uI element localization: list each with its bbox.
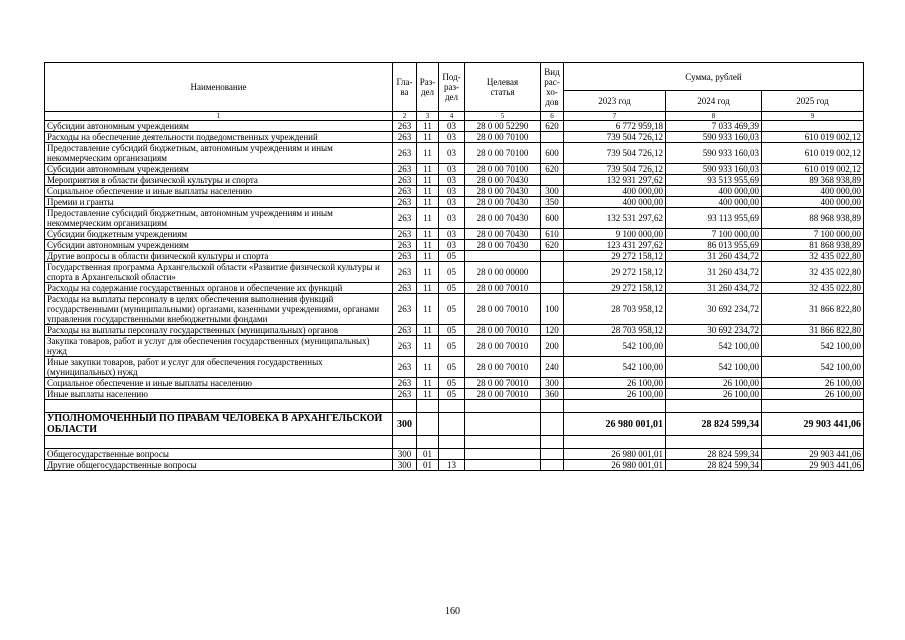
cell-glava: 300 bbox=[393, 460, 417, 471]
table-row bbox=[45, 240, 864, 251]
cell-sum-2024: 590 933 160,03 bbox=[666, 143, 762, 164]
cell-podrazdel: 03 bbox=[439, 132, 465, 143]
cell-glava: 263 bbox=[393, 197, 417, 208]
cell-sum-2023: 29 272 158,12 bbox=[564, 251, 666, 262]
cell-celevaya: 28 0 00 70010 bbox=[465, 336, 541, 357]
cell-celevaya bbox=[465, 413, 541, 436]
cell-vid bbox=[541, 283, 564, 294]
cell-sum-2025: 81 868 938,89 bbox=[762, 240, 864, 251]
cell-sum-2023: 400 000,00 bbox=[564, 186, 666, 197]
cell-glava: 263 bbox=[393, 357, 417, 378]
cell-vid: 620 bbox=[541, 240, 564, 251]
cell-sum-2023: 9 100 000,00 bbox=[564, 229, 666, 240]
cell-glava: 300 bbox=[393, 449, 417, 460]
cell-podrazdel bbox=[439, 413, 465, 436]
cell-name: Социальное обеспечение и иные выплаты населению bbox=[45, 186, 393, 197]
cell-razdel: 11 bbox=[417, 132, 439, 143]
cell-glava: 263 bbox=[393, 121, 417, 132]
empty-cell bbox=[541, 400, 564, 413]
cell-sum-2025: 26 100,00 bbox=[762, 389, 864, 400]
cell-sum-2023: 26 980 001,01 bbox=[564, 449, 666, 460]
cell-name: Общегосударственные вопросы bbox=[45, 449, 393, 460]
cell-sum-2024: 590 933 160,03 bbox=[666, 132, 762, 143]
cell-celevaya: 28 0 00 70430 bbox=[465, 197, 541, 208]
cell-sum-2023: 28 703 958,12 bbox=[564, 325, 666, 336]
cell-sum-2025: 29 903 441,06 bbox=[762, 449, 864, 460]
table-row bbox=[45, 143, 864, 164]
cell-razdel: 11 bbox=[417, 251, 439, 262]
column-number: 7 bbox=[564, 112, 666, 121]
empty-cell bbox=[393, 436, 417, 449]
column-number: 6 bbox=[541, 112, 564, 121]
cell-sum-2024: 26 100,00 bbox=[666, 389, 762, 400]
cell-sum-2023: 29 272 158,12 bbox=[564, 262, 666, 283]
cell-razdel: 11 bbox=[417, 262, 439, 283]
cell-glava: 263 bbox=[393, 325, 417, 336]
cell-sum-2025: 29 903 441,06 bbox=[762, 460, 864, 471]
cell-podrazdel: 05 bbox=[439, 251, 465, 262]
cell-podrazdel: 03 bbox=[439, 208, 465, 229]
cell-glava: 263 bbox=[393, 262, 417, 283]
cell-vid: 300 bbox=[541, 378, 564, 389]
cell-sum-2024: 31 260 434,72 bbox=[666, 283, 762, 294]
cell-podrazdel: 05 bbox=[439, 262, 465, 283]
cell-sum-2025: 400 000,00 bbox=[762, 186, 864, 197]
cell-glava: 263 bbox=[393, 389, 417, 400]
cell-celevaya: 28 0 00 70010 bbox=[465, 325, 541, 336]
cell-podrazdel: 03 bbox=[439, 186, 465, 197]
table-row bbox=[45, 175, 864, 186]
cell-sum-2025: 29 903 441,06 bbox=[762, 413, 864, 436]
cell-sum-2024: 7 033 469,39 bbox=[666, 121, 762, 132]
cell-vid: 350 bbox=[541, 197, 564, 208]
cell-name: Иные выплаты населению bbox=[45, 389, 393, 400]
cell-vid bbox=[541, 460, 564, 471]
cell-name: Государственная программа Архангельской области «Развитие физической культуры и спорта в Архангельской области» bbox=[45, 262, 393, 283]
column-number: 2 bbox=[393, 112, 417, 121]
table-header bbox=[45, 63, 864, 121]
empty-cell bbox=[666, 436, 762, 449]
cell-razdel: 11 bbox=[417, 283, 439, 294]
cell-sum-2024: 542 100,00 bbox=[666, 357, 762, 378]
cell-vid: 600 bbox=[541, 143, 564, 164]
header-celevaya: Целевая статья bbox=[465, 63, 541, 112]
cell-celevaya: 28 0 00 00000 bbox=[465, 262, 541, 283]
empty-cell bbox=[45, 436, 393, 449]
cell-sum-2025: 7 100 000,00 bbox=[762, 229, 864, 240]
cell-razdel: 11 bbox=[417, 208, 439, 229]
cell-name: Другие вопросы в области физической культуры и спорта bbox=[45, 251, 393, 262]
table-row bbox=[45, 132, 864, 143]
cell-sum-2025: 610 019 002,12 bbox=[762, 143, 864, 164]
cell-sum-2023: 26 980 001,01 bbox=[564, 413, 666, 436]
cell-sum-2023: 739 504 726,12 bbox=[564, 164, 666, 175]
cell-name: УПОЛНОМОЧЕННЫЙ ПО ПРАВАМ ЧЕЛОВЕКА В АРХАНГЕЛЬСКОЙ ОБЛАСТИ bbox=[45, 413, 393, 436]
cell-podrazdel: 03 bbox=[439, 164, 465, 175]
cell-vid: 360 bbox=[541, 389, 564, 400]
empty-cell bbox=[465, 400, 541, 413]
cell-celevaya: 28 0 00 70100 bbox=[465, 143, 541, 164]
empty-cell bbox=[762, 436, 864, 449]
cell-podrazdel bbox=[439, 449, 465, 460]
cell-podrazdel: 03 bbox=[439, 121, 465, 132]
cell-vid: 120 bbox=[541, 325, 564, 336]
cell-vid: 300 bbox=[541, 186, 564, 197]
cell-glava: 263 bbox=[393, 143, 417, 164]
cell-name: Социальное обеспечение и иные выплаты населению bbox=[45, 378, 393, 389]
cell-vid: 620 bbox=[541, 121, 564, 132]
cell-razdel: 11 bbox=[417, 175, 439, 186]
cell-sum-2024: 28 824 599,34 bbox=[666, 449, 762, 460]
cell-celevaya: 28 0 00 70430 bbox=[465, 208, 541, 229]
cell-celevaya: 28 0 00 70010 bbox=[465, 294, 541, 325]
cell-sum-2025: 542 100,00 bbox=[762, 336, 864, 357]
table-row bbox=[45, 164, 864, 175]
cell-celevaya: 28 0 00 70010 bbox=[465, 283, 541, 294]
table-row bbox=[45, 294, 864, 325]
cell-podrazdel: 03 bbox=[439, 197, 465, 208]
table-row bbox=[45, 357, 864, 378]
cell-sum-2023: 26 980 001,01 bbox=[564, 460, 666, 471]
cell-sum-2024: 86 013 955,69 bbox=[666, 240, 762, 251]
cell-celevaya: 28 0 00 70430 bbox=[465, 186, 541, 197]
page-number: 160 bbox=[445, 606, 460, 617]
cell-celevaya: 28 0 00 70100 bbox=[465, 132, 541, 143]
cell-razdel: 11 bbox=[417, 143, 439, 164]
cell-glava: 263 bbox=[393, 186, 417, 197]
cell-podrazdel: 05 bbox=[439, 294, 465, 325]
cell-sum-2024: 7 100 000,00 bbox=[666, 229, 762, 240]
cell-glava: 263 bbox=[393, 132, 417, 143]
cell-name: Предоставление субсидий бюджетным, автономным учреждениям и иным некоммерческим организациям bbox=[45, 143, 393, 164]
cell-sum-2023: 28 703 958,12 bbox=[564, 294, 666, 325]
cell-celevaya: 28 0 00 70010 bbox=[465, 389, 541, 400]
empty-cell bbox=[393, 400, 417, 413]
cell-name: Другие общегосударственные вопросы bbox=[45, 460, 393, 471]
cell-sum-2024: 26 100,00 bbox=[666, 378, 762, 389]
cell-sum-2025: 610 019 002,12 bbox=[762, 164, 864, 175]
cell-vid bbox=[541, 262, 564, 283]
cell-sum-2023: 400 000,00 bbox=[564, 197, 666, 208]
empty-cell bbox=[465, 436, 541, 449]
cell-razdel: 11 bbox=[417, 325, 439, 336]
cell-podrazdel: 05 bbox=[439, 389, 465, 400]
cell-podrazdel: 05 bbox=[439, 357, 465, 378]
table-row bbox=[45, 283, 864, 294]
table-row bbox=[45, 413, 864, 436]
cell-sum-2025: 32 435 022,80 bbox=[762, 262, 864, 283]
cell-glava: 263 bbox=[393, 336, 417, 357]
cell-razdel: 11 bbox=[417, 121, 439, 132]
table-row bbox=[45, 121, 864, 132]
cell-celevaya: 28 0 00 70430 bbox=[465, 229, 541, 240]
cell-name: Закупка товаров, работ и услуг для обеспечения государственных (муниципальных) нужд bbox=[45, 336, 393, 357]
cell-celevaya: 28 0 00 70100 bbox=[465, 164, 541, 175]
cell-glava: 263 bbox=[393, 294, 417, 325]
cell-name: Иные закупки товаров, работ и услуг для обеспечения государственных (муниципальных) нужд bbox=[45, 357, 393, 378]
cell-sum-2024: 542 100,00 bbox=[666, 336, 762, 357]
cell-sum-2024: 93 113 955,69 bbox=[666, 208, 762, 229]
empty-cell bbox=[439, 400, 465, 413]
cell-sum-2023: 542 100,00 bbox=[564, 357, 666, 378]
cell-glava: 263 bbox=[393, 240, 417, 251]
header-glava: Гла- ва bbox=[393, 63, 417, 112]
cell-sum-2025: 610 019 002,12 bbox=[762, 132, 864, 143]
cell-sum-2023: 542 100,00 bbox=[564, 336, 666, 357]
cell-sum-2023: 26 100,00 bbox=[564, 389, 666, 400]
cell-vid: 610 bbox=[541, 229, 564, 240]
spacer-row bbox=[45, 400, 864, 413]
empty-cell bbox=[564, 436, 666, 449]
cell-razdel: 11 bbox=[417, 389, 439, 400]
table-row bbox=[45, 336, 864, 357]
cell-vid bbox=[541, 449, 564, 460]
cell-razdel: 11 bbox=[417, 186, 439, 197]
spacer-row bbox=[45, 436, 864, 449]
cell-celevaya: 28 0 00 70430 bbox=[465, 175, 541, 186]
cell-sum-2025: 32 435 022,80 bbox=[762, 251, 864, 262]
cell-glava: 263 bbox=[393, 229, 417, 240]
table-row bbox=[45, 460, 864, 471]
cell-name: Расходы на обеспечение деятельности подведомственных учреждений bbox=[45, 132, 393, 143]
cell-podrazdel: 13 bbox=[439, 460, 465, 471]
cell-glava: 263 bbox=[393, 378, 417, 389]
cell-sum-2025: 88 968 938,89 bbox=[762, 208, 864, 229]
cell-name: Субсидии автономным учреждениям bbox=[45, 240, 393, 251]
cell-vid bbox=[541, 175, 564, 186]
header-razdel: Раз- дел bbox=[417, 63, 439, 112]
cell-sum-2023: 29 272 158,12 bbox=[564, 283, 666, 294]
cell-sum-2025: 89 368 938,89 bbox=[762, 175, 864, 186]
cell-sum-2024: 31 260 434,72 bbox=[666, 251, 762, 262]
cell-razdel: 11 bbox=[417, 294, 439, 325]
cell-sum-2024: 400 000,00 bbox=[666, 186, 762, 197]
column-number: 8 bbox=[666, 112, 762, 121]
cell-podrazdel: 05 bbox=[439, 283, 465, 294]
header-name: Наименование bbox=[45, 63, 393, 112]
cell-sum-2023: 123 431 297,62 bbox=[564, 240, 666, 251]
cell-sum-2023: 132 531 297,62 bbox=[564, 208, 666, 229]
cell-glava: 263 bbox=[393, 283, 417, 294]
cell-glava: 263 bbox=[393, 175, 417, 186]
cell-sum-2024: 590 933 160,03 bbox=[666, 164, 762, 175]
header-year-2024: 2024 год bbox=[666, 91, 762, 112]
cell-sum-2024: 93 513 955,69 bbox=[666, 175, 762, 186]
empty-cell bbox=[439, 436, 465, 449]
cell-name: Мероприятия в области физической культуры и спорта bbox=[45, 175, 393, 186]
column-number: 9 bbox=[762, 112, 864, 121]
table-row bbox=[45, 197, 864, 208]
cell-podrazdel: 03 bbox=[439, 229, 465, 240]
cell-razdel bbox=[417, 413, 439, 436]
cell-celevaya: 28 0 00 52290 bbox=[465, 121, 541, 132]
cell-name: Субсидии автономным учреждениям bbox=[45, 121, 393, 132]
cell-vid bbox=[541, 132, 564, 143]
empty-cell bbox=[417, 436, 439, 449]
cell-celevaya bbox=[465, 251, 541, 262]
cell-podrazdel: 05 bbox=[439, 336, 465, 357]
empty-cell bbox=[762, 400, 864, 413]
table-row bbox=[45, 251, 864, 262]
cell-sum-2025: 31 866 822,80 bbox=[762, 294, 864, 325]
cell-name: Премии и гранты bbox=[45, 197, 393, 208]
cell-name: Субсидии автономным учреждениям bbox=[45, 164, 393, 175]
cell-sum-2025 bbox=[762, 121, 864, 132]
cell-razdel: 11 bbox=[417, 240, 439, 251]
cell-name: Расходы на выплаты персоналу государственных (муниципальных) органов bbox=[45, 325, 393, 336]
cell-celevaya bbox=[465, 460, 541, 471]
cell-sum-2024: 30 692 234,72 bbox=[666, 325, 762, 336]
cell-vid: 100 bbox=[541, 294, 564, 325]
table-row bbox=[45, 449, 864, 460]
cell-name: Расходы на содержание государственных органов и обеспечение их функций bbox=[45, 283, 393, 294]
empty-cell bbox=[666, 400, 762, 413]
cell-sum-2024: 400 000,00 bbox=[666, 197, 762, 208]
table-row bbox=[45, 325, 864, 336]
cell-glava: 263 bbox=[393, 164, 417, 175]
cell-podrazdel: 05 bbox=[439, 325, 465, 336]
cell-name: Расходы на выплаты персоналу в целях обеспечения выполнения функций государственными (муниципальными) органами, казенными учреждениями, органами управления государственными внебюджетными фондами bbox=[45, 294, 393, 325]
cell-razdel: 11 bbox=[417, 164, 439, 175]
cell-vid: 200 bbox=[541, 336, 564, 357]
cell-celevaya: 28 0 00 70430 bbox=[465, 240, 541, 251]
cell-razdel: 11 bbox=[417, 378, 439, 389]
empty-cell bbox=[417, 400, 439, 413]
cell-sum-2023: 739 504 726,12 bbox=[564, 143, 666, 164]
cell-vid: 620 bbox=[541, 164, 564, 175]
cell-podrazdel: 03 bbox=[439, 240, 465, 251]
cell-sum-2023: 26 100,00 bbox=[564, 378, 666, 389]
cell-vid: 240 bbox=[541, 357, 564, 378]
cell-razdel: 11 bbox=[417, 229, 439, 240]
header-year-2023: 2023 год bbox=[564, 91, 666, 112]
cell-podrazdel: 03 bbox=[439, 143, 465, 164]
cell-celevaya: 28 0 00 70010 bbox=[465, 357, 541, 378]
cell-sum-2023: 6 772 959,18 bbox=[564, 121, 666, 132]
cell-vid: 600 bbox=[541, 208, 564, 229]
cell-razdel: 11 bbox=[417, 197, 439, 208]
empty-cell bbox=[564, 400, 666, 413]
table-row bbox=[45, 186, 864, 197]
cell-podrazdel: 03 bbox=[439, 175, 465, 186]
budget-table bbox=[44, 62, 864, 471]
cell-glava: 300 bbox=[393, 413, 417, 436]
table-body bbox=[45, 121, 864, 471]
cell-celevaya bbox=[465, 449, 541, 460]
header-vid: Вид рас- хо- дов bbox=[541, 63, 564, 112]
cell-name: Предоставление субсидий бюджетным, автономным учреждениям и иным некоммерческим организациям bbox=[45, 208, 393, 229]
table-row bbox=[45, 208, 864, 229]
cell-glava: 263 bbox=[393, 251, 417, 262]
cell-sum-2023: 132 931 297,62 bbox=[564, 175, 666, 186]
cell-razdel: 11 bbox=[417, 357, 439, 378]
column-numbers-row bbox=[45, 112, 864, 121]
column-number: 5 bbox=[465, 112, 541, 121]
column-number: 1 bbox=[45, 112, 393, 121]
cell-sum-2025: 32 435 022,80 bbox=[762, 283, 864, 294]
cell-sum-2025: 31 866 822,80 bbox=[762, 325, 864, 336]
cell-sum-2024: 28 824 599,34 bbox=[666, 460, 762, 471]
table-row bbox=[45, 229, 864, 240]
header-year-2025: 2025 год bbox=[762, 91, 864, 112]
cell-podrazdel: 05 bbox=[439, 378, 465, 389]
cell-razdel: 11 bbox=[417, 336, 439, 357]
header-summa: Сумма, рублей bbox=[564, 63, 864, 91]
cell-sum-2025: 400 000,00 bbox=[762, 197, 864, 208]
cell-razdel: 01 bbox=[417, 460, 439, 471]
table-row bbox=[45, 262, 864, 283]
cell-vid bbox=[541, 251, 564, 262]
cell-sum-2025: 26 100,00 bbox=[762, 378, 864, 389]
cell-glava: 263 bbox=[393, 208, 417, 229]
empty-cell bbox=[45, 400, 393, 413]
table-row bbox=[45, 378, 864, 389]
cell-sum-2024: 28 824 599,34 bbox=[666, 413, 762, 436]
column-number: 3 bbox=[417, 112, 439, 121]
cell-celevaya: 28 0 00 70010 bbox=[465, 378, 541, 389]
empty-cell bbox=[541, 436, 564, 449]
cell-sum-2023: 739 504 726,12 bbox=[564, 132, 666, 143]
cell-razdel: 01 bbox=[417, 449, 439, 460]
cell-sum-2024: 31 260 434,72 bbox=[666, 262, 762, 283]
cell-name: Субсидии бюджетным учреждениям bbox=[45, 229, 393, 240]
header-podrazdel: Под- раз- дел bbox=[439, 63, 465, 112]
cell-sum-2024: 30 692 234,72 bbox=[666, 294, 762, 325]
cell-vid bbox=[541, 413, 564, 436]
cell-sum-2025: 542 100,00 bbox=[762, 357, 864, 378]
table-row bbox=[45, 389, 864, 400]
column-number: 4 bbox=[439, 112, 465, 121]
